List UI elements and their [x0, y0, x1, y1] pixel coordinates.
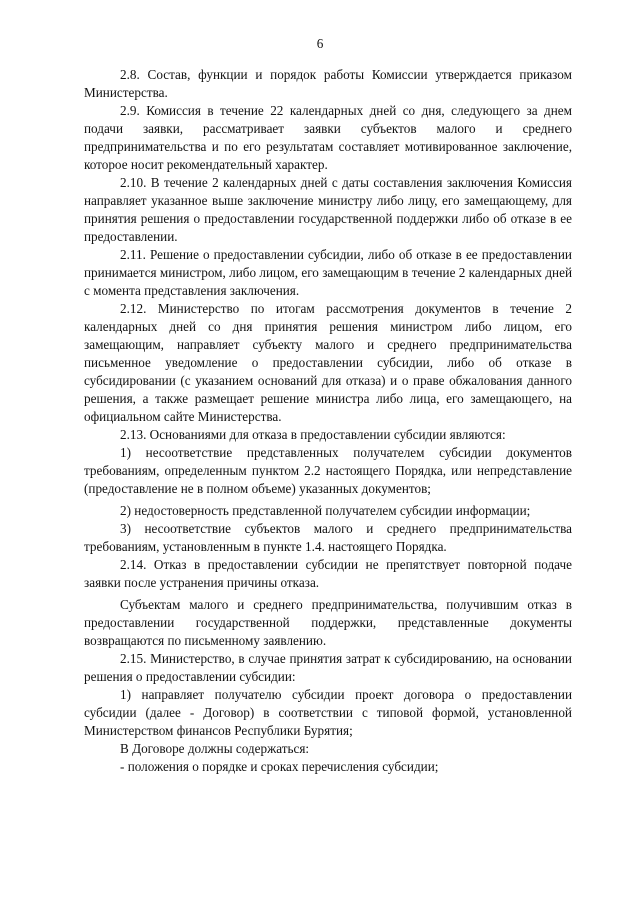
paragraph-2-14: 2.14. Отказ в предоставлении субсидии не препятствует повторной подаче заявки после устранения причины отказа.	[84, 557, 572, 590]
paragraph-2-11: 2.11. Решение о предоставлении субсидии, либо об отказе в ее предоставлении принимается министром, либо лицом, его замещающим в течение 2 календарных дней с момента представления заключения.	[84, 247, 572, 298]
page-number: 6	[316, 36, 324, 51]
paragraph-2-10: 2.10. В течение 2 календарных дней с даты составления заключения Комиссия направляет указанное выше заключение министру либо лицу, его замещающему, для принятия решения о предоставлении государственной поддержки либо об отказе в ее предоставлении.	[84, 175, 572, 244]
paragraph-2-13: 2.13. Основаниями для отказа в предоставлении субсидии являются:	[120, 427, 506, 442]
list-item-payment-terms: - положения о порядке и сроках перечисления субсидии;	[120, 759, 439, 774]
paragraph-2-9: 2.9. Комиссия в течение 22 календарных дней со дня, следующего за днем подачи заявки, рассматривает заявки субъектов малого и среднего предпринимательства и по его результатам составляет мотивированное заключение, которое носит рекомендательный характер.	[84, 103, 572, 172]
paragraph-refusal-return: Субъектам малого и среднего предпринимательства, получившим отказ в предоставлении государственной поддержки, представленные документы возвращаются по письменному заявлению.	[84, 597, 572, 648]
list-item-2-15-1: 1) направляет получателю субсидии проект договора о предоставлении субсидии (далее - Договор) в соответствии с типовой формой, установленной Министерством финансов Республики Бурятия;	[84, 687, 572, 738]
list-item-2-13-3: 3) несоответствие субъектов малого и среднего предпринимательства требованиям, установленным в пункте 1.4. настоящего Порядка.	[84, 521, 572, 554]
paragraph-contract-contents: В Договоре должны содержаться:	[120, 741, 310, 756]
paragraph-2-15: 2.15. Министерство, в случае принятия затрат к субсидированию, на основании решения о предоставлении субсидии:	[84, 651, 572, 684]
paragraph-2-12: 2.12. Министерство по итогам рассмотрения документов в течение 2 календарных дней со дня принятия решения министром либо лицом, его замещающим, направляет субъекту малого и среднего предпринимательства письменное уведомление о предоставлении субсидии, либо об отказе в субсидировании (с указанием оснований для отказа) и о праве обжалования данного решения, а также размещает решение министра либо лица, его замещающего, на официальном сайте Министерства.	[84, 301, 572, 424]
list-item-2-13-1: 1) несоответствие представленных получателем субсидии документов требованиям, определенным пунктом 2.2 настоящего Порядка, или непредставление (предоставление не в полном объеме) указанных документов;	[84, 445, 572, 496]
document-body	[84, 66, 572, 776]
paragraph-2-8: 2.8. Состав, функции и порядок работы Комиссии утверждается приказом Министерства.	[84, 67, 572, 100]
list-item-2-13-2: 2) недостоверность представленной получателем субсидии информации;	[120, 503, 531, 518]
